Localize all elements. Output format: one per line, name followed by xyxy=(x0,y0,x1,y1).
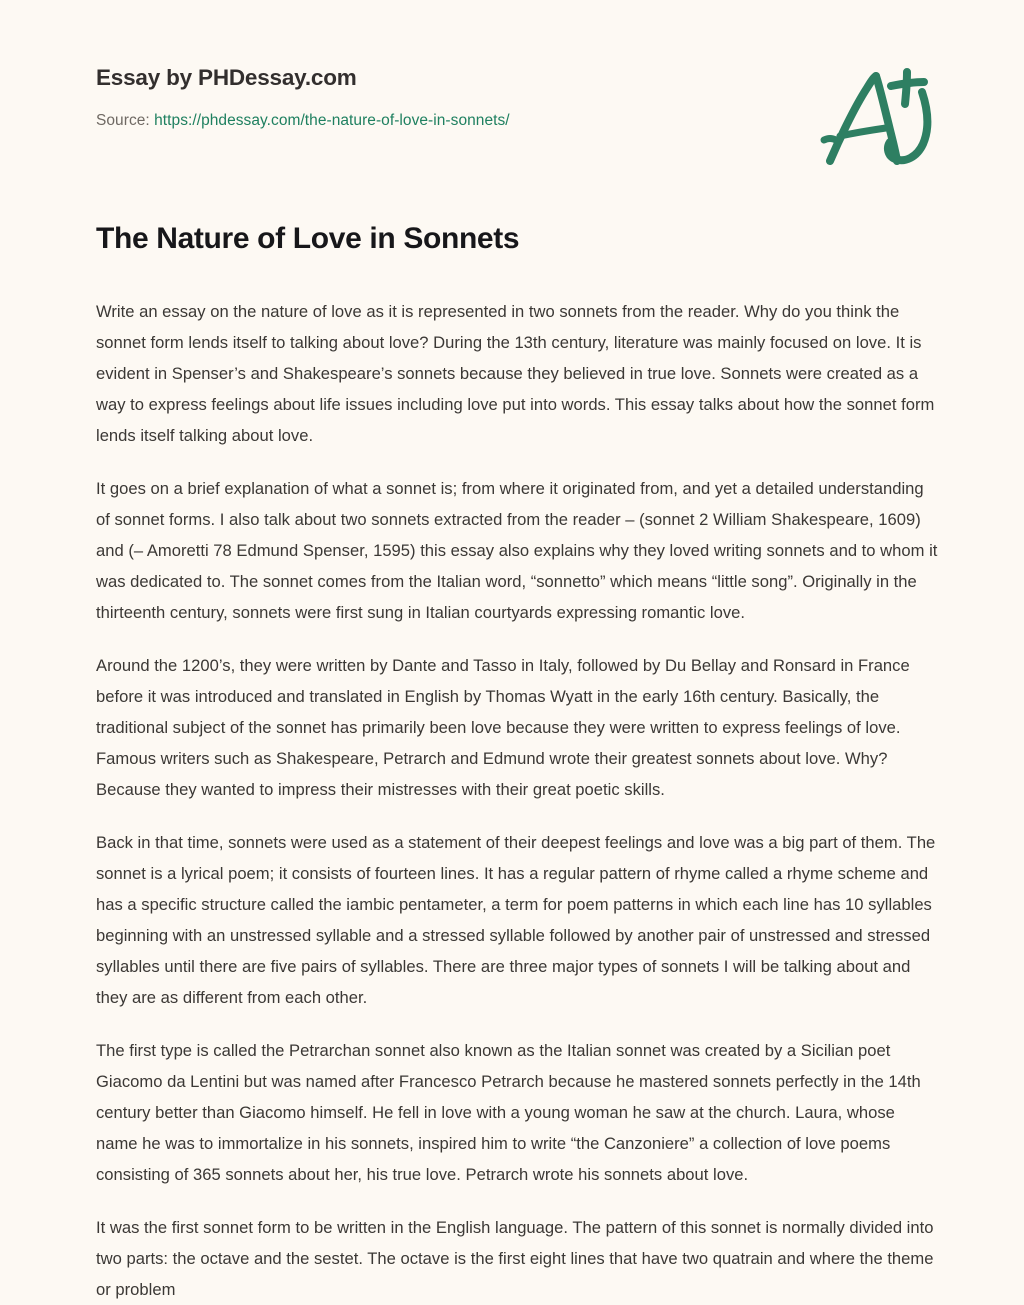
article-paragraph: Around the 1200’s, they were written by Dante and Tasso in Italy, followed by Du Bellay and Ronsard in France before it was introduced and translated in English by Thomas Wyatt in the early 16th century. Basically, the traditional subject of the sonnet has primarily been love because they were written to express feelings of love. Famous writers such as Shakespeare, Petrarch and Edmund wrote their greatest sonnets about love. Why? Because they wanted to impress their mistresses with their great poetic skills. xyxy=(96,656,910,799)
brand-title: Essay by PHDessay.com xyxy=(96,65,357,90)
article-paragraph: Write an essay on the nature of love as it is represented in two sonnets from the reader. Why do you think the sonnet form lends itself to talking about love? During the 13th century, literature was mainly focused on love. It is evident in Spenser’s and Shakespeare’s sonnets because they believed in true love. Sonnets were created as a way to express feelings about life issues including love put into words. This essay talks about how the sonnet form lends itself talking about love. xyxy=(96,302,935,445)
page-header xyxy=(96,64,936,131)
source-label: Source: xyxy=(96,112,150,130)
a-plus-logo-icon xyxy=(812,66,942,174)
article xyxy=(96,219,938,1305)
a-plus-logo xyxy=(812,66,942,174)
source-url-link[interactable]: https://phdessay.com/the-nature-of-love-in-sonnets/ xyxy=(154,112,510,130)
article-paragraph: It was the first sonnet form to be written in the English language. The pattern of this sonnet is normally divided into two parts: the octave and the sestet. The octave is the first eight lines that have two quatrain and where the theme or problem xyxy=(96,1218,934,1299)
article-paragraph: The first type is called the Petrarchan sonnet also known as the Italian sonnet was created by a Sicilian poet Giacomo da Lentini but was named after Francesco Petrarch because he mastered sonnets perfectly in the 14th century better than Giacomo himself. He fell in love with a young woman he saw at the church. Laura, whose name he was to immortalize in his sonnets, inspired him to write “the Canzoniere” a collection of love poems consisting of 365 sonnets about her, his true love. Petrarch wrote his sonnets about love. xyxy=(96,1041,921,1184)
source-line xyxy=(96,111,936,131)
page-title: The Nature of Love in Sonnets xyxy=(96,222,520,255)
article-paragraph: It goes on a brief explanation of what a sonnet is; from where it originated from, and yet a detailed understanding of sonnet forms. I also talk about two sonnets extracted from the reader – (sonnet 2 William Shakespeare, 1609) and (– Amoretti 78 Edmund Spenser, 1595) this essay also explains why they loved writing sonnets and to whom it was dedicated to. The sonnet comes from the Italian word, “sonnetto” which means “little song”. Originally in the thirteenth century, sonnets were first sung in Italian courtyards expressing romantic love. xyxy=(96,479,938,622)
article-paragraph: Back in that time, sonnets were used as a statement of their deepest feelings and love was a big part of them. The sonnet is a lyrical poem; it consists of fourteen lines. It has a regular pattern of rhyme called a rhyme scheme and has a specific structure called the iambic pentameter, a term for poem patterns in which each line has 10 syllables beginning with an unstressed syllable and a stressed syllable followed by another pair of unstressed and stressed syllables until there are five pairs of syllables. There are three major types of sonnets I will be talking about and they are as different from each other. xyxy=(96,833,936,1007)
article-body xyxy=(96,296,938,1305)
